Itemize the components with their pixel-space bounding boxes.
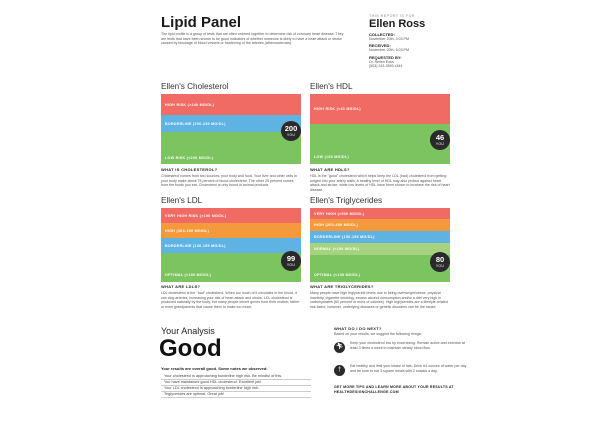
tip-exercise-text: Keep your cholesterol low by excercising. Remain active and exercise at least 3 times a week to maintain steady blood flow.	[350, 341, 466, 350]
cholesterol-panel	[161, 82, 301, 164]
hdl-value-badge: 46 YOU	[430, 130, 450, 150]
next-steps-subtitle: Based on your results, we suggest the following things:	[334, 332, 422, 336]
cholesterol-band-low: LOW RISK (<200 MG/DL)	[161, 132, 301, 164]
hdl-band-high-risk: HIGH RISK (<40 MG/DL)	[310, 94, 450, 124]
tip-diet	[334, 364, 469, 382]
utensils-icon: †	[334, 365, 345, 376]
ldl-band-very-high: VERY HIGH RISK (>190 MG/DL)	[161, 208, 301, 223]
collected-label: COLLECTED:	[369, 32, 395, 37]
cholesterol-title: Ellen's Cholesterol	[161, 82, 229, 91]
intro-text: The lipid profile is a group of tests that are often ordered together to determine risk of coronary heart disease. They are tests that have been shown to be good indicators of whether someone is likely to have a heart attack or stroke caused by blockage of blood vessels or hardening of the arteries (atherosclerosis).	[161, 32, 344, 46]
hdl-panel	[310, 82, 450, 164]
analysis-result: Good	[159, 335, 222, 362]
analysis-note: Your cholesterol is approaching borderline high risk. Be mindful of this.	[161, 374, 311, 380]
ldl-panel	[161, 196, 301, 282]
analysis-note: You have maintained good HDL cholesterol. Excellent job!	[161, 380, 311, 386]
analysis-subtitle: Your results are overall good. Some notes we observed:	[161, 366, 268, 371]
received-label: RECEIVED:	[369, 43, 391, 49]
analysis-note: Your LDL cholesterol is approaching borderline high risk.	[161, 386, 311, 392]
tip-exercise	[334, 341, 469, 359]
ldl-title: Ellen's LDL	[161, 196, 203, 205]
triglycerides-band-normal: NORMAL (<150 MG/DL)	[310, 243, 450, 255]
ldl-value-badge: 99 YOU	[281, 251, 301, 271]
running-icon: 🏃︎	[334, 342, 345, 353]
triglycerides-band-borderline: BORDERLINE (150-199 MG/DL)	[310, 231, 450, 243]
next-steps-title: WHAT DO I DO NEXT?	[334, 326, 382, 331]
hdl-question: WHAT ARE HDLS?	[310, 167, 350, 172]
cholesterol-band-borderline: BORDERLINE (200-239 MG/DL)	[161, 115, 301, 132]
analysis-notes	[161, 374, 311, 398]
ldl-band-high: HIGH (160-189 MG/DL)	[161, 223, 301, 238]
cholesterol-answer: Cholesterol comes from two sources: your body and food. Your liver and other cells in your body make about 75 percent of blood cholesterol. The other 25 percent comes from the foods you eat. Cholesterol is only found in animal products.	[161, 174, 297, 188]
hdl-answer: HDL is the "good" cholesterol which helps keep the LDL (bad) cholesterol from getting lodged into your artery walls. A healthy level of HDL may also protect against heart attack and stroke, while low levels of HDL have been shown to increase the risk of heart disease.	[310, 174, 450, 192]
report-for-label: THIS REPORT IS FOR	[369, 14, 416, 18]
requested-name: Dr. Rellen Eoss	[369, 59, 394, 64]
received-value: November 20th, 6:03 PM	[369, 48, 409, 53]
triglycerides-panel	[310, 196, 450, 282]
triglycerides-question: WHAT ARE TRIGLYCERIDES?	[310, 284, 374, 289]
more-tips-link[interactable]: GET MORE TIPS AND LEARN MORE ABOUT YOUR RESULTS AT HEALTHDESIGNCHALLENGE.COM	[334, 385, 454, 394]
ldl-band-borderline: BORDERLINE (130-159 MG/DL)	[161, 238, 301, 253]
page-title: Lipid Panel	[161, 14, 242, 31]
analysis-title: Your Analysis	[161, 326, 215, 336]
ldl-band-optimal: OPTIMAL (<100 MG/DL)	[161, 253, 301, 282]
ldl-question: WHAT ARE LDLS?	[161, 284, 201, 289]
report-info	[369, 14, 469, 69]
requested-phone: (503) 243-3593 x344	[369, 64, 403, 69]
analysis-note: Triglycerides are optimal. Great job!	[161, 392, 311, 398]
tip-diet-text: Eat healthy and limit your intake of fats. Drink 64 ounces of water per day and be sure to eat 3 square meals with 2 snacks a day.	[350, 364, 467, 373]
next-steps	[334, 326, 469, 394]
triglycerides-band-very-high: VERY HIGH (>500 MG/DL)	[310, 208, 450, 219]
cholesterol-value-badge: 200 YOU	[281, 121, 301, 141]
triglycerides-band-optimal: OPTIMAL (<100 MG/DL)	[310, 255, 450, 282]
collected-value: November 20th, 3:03 PM	[369, 37, 409, 41]
cholesterol-question: WHAT IS CHOLESTEROL?	[161, 167, 218, 172]
requested-label: REQUESTED BY:	[369, 54, 402, 60]
patient-name: Ellen Ross	[369, 18, 426, 30]
triglycerides-title: Ellen's Triglycerides	[310, 196, 383, 205]
triglycerides-answer: Many people have high triglyceride levels due to being overweight/obese, physical inactivity, cigarette smoking, excess alcohol consumption and/or a diet very high in carbohydrates (60 percent or more of calories). High triglycerides are a lifestyle-related risk factor, however, underlying diseases or genetic disorders can be the cause.	[310, 291, 448, 309]
ldl-answer: LDL cholesterol is the "bad" cholesterol. When too much of it circulates in the blood, it can clog arteries, increasing your risk of heart attack and stroke. LDL cholesterol is produced naturally by the body, but many people inherit genes from their mother, father or even grandparents that cause them to make too much.	[161, 291, 300, 309]
triglycerides-value-badge: 80 YOU	[430, 252, 450, 272]
triglycerides-band-high: HIGH (200-499 MG/DL)	[310, 219, 450, 231]
hdl-band-low: LOW (<60 MG/DL)	[310, 124, 450, 164]
cholesterol-band-high: HIGH RISK (>240 MG/DL)	[161, 94, 301, 115]
hdl-title: Ellen's HDL	[310, 82, 353, 91]
